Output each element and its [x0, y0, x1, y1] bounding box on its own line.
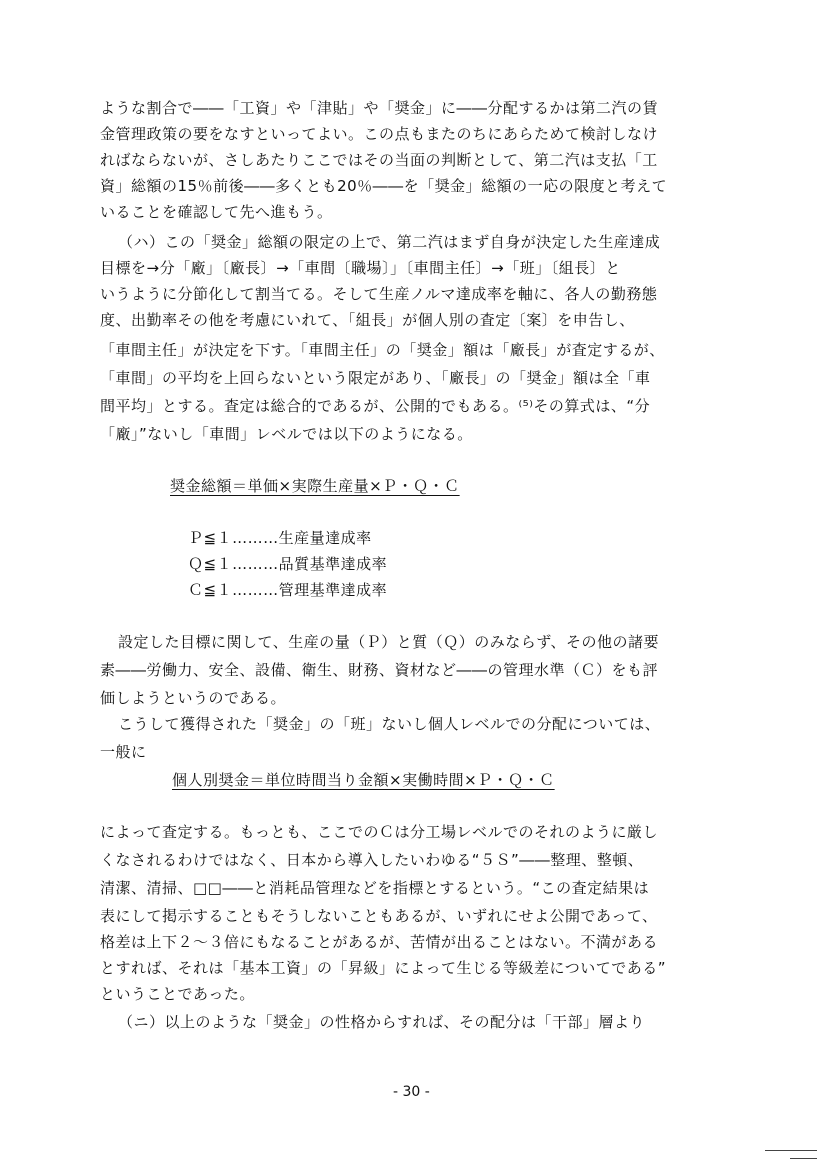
text-line: こうして獲得された「奨金」の「班」ないし個人レベルでの分配については、	[118, 715, 661, 733]
text-line: ような割合で――「工資」や「津貼」や「奨金」に――分配するかは第二汽の賃	[100, 99, 659, 117]
text-line: 格差は上下２～３倍にもなることがあるが、苦情が出ることはない。不満がある	[100, 933, 659, 951]
condition-q: Ｑ≦１………品質基準達成率	[188, 555, 388, 573]
text-line: ればならないが、さしあたりここではその当面の判断として、第二汽は支払「工	[100, 151, 658, 169]
text-line: いることを確認して先へ進もう。	[100, 203, 333, 221]
text-line: （ニ）以上のような「奨金」の性格からすれば、その配分は「干部」層より	[118, 1013, 646, 1031]
text-line: くなされるわけではなく、日本から導入したいわゆる“５Ｓ”――整理、整頓、	[100, 851, 644, 869]
page-number: - 30 -	[393, 1084, 430, 1100]
text-line: 清潔、清掃、□□――と消耗品管理などを指標とするという。“この査定結果は	[100, 879, 650, 897]
bonus-total-formula: 奨金総額＝単価×実際生産量×Ｐ・Ｑ・Ｃ	[170, 477, 460, 495]
scan-artifact-line	[790, 1158, 817, 1159]
text-line: ということであった。	[100, 985, 255, 1003]
text-line: 設定した目標に関して、生産の量（Ｐ）と質（Ｑ）のみならず、その他の諸要	[118, 633, 660, 651]
text-line: 間平均」とする。査定は総合的であるが、公開的でもある。⁽⁵⁾その算式は、“分	[100, 397, 651, 415]
condition-p: Ｐ≦１………生産量達成率	[188, 529, 372, 547]
text-line: 一般に	[100, 743, 147, 761]
text-line: いうように分節化して割当てる。そして生産ノルマ達成率を軸に、各人の勤務態	[100, 285, 658, 303]
text-line: 表にして掲示することもそうしないこともあるが、いずれにせよ公開であって、	[100, 907, 658, 925]
text-line: 価しようというのである。	[100, 689, 287, 707]
individual-bonus-formula: 個人別奨金＝単位時間当り金額×実働時間×Ｐ・Ｑ・Ｃ	[172, 771, 555, 789]
text-line: とすれば、それは「基本工資」の「昇級」によって生じる等級差についてである”	[100, 959, 666, 977]
text-line: 素――労働力、安全、設備、衛生、財務、資材など――の管理水準（Ｃ）をも評	[100, 661, 659, 679]
text-line: 「廠」”ないし「車間」レベルでは以下のようになる。	[100, 425, 473, 443]
text-line: によって査定する。もっとも、ここでのＣは分工場レベルでのそれのように厳し	[100, 823, 659, 841]
text-line: 目標を→分「廠」〔廠長〕→「車間〔職場〕」〔車間主任〕→「班」〔組長〕と	[100, 259, 621, 277]
text-line: 度、出勤率その他を考慮にいれて、「組長」が個人別の査定〔案〕を申告し、	[100, 311, 635, 329]
text-line: 資」総額の15％前後――多くとも20％――を「奨金」総額の一応の限度と考えて	[100, 177, 668, 195]
condition-c: Ｃ≦１………管理基準達成率	[188, 581, 388, 599]
scan-artifact-line	[765, 1150, 817, 1151]
text-line: 金管理政策の要をなすといってよい。この点もまたのちにあらためて検討しなけ	[100, 125, 659, 143]
text-line: 「車間主任」が決定を下す。「車間主任」の「奨金」額は「廠長」が査定するが、	[100, 341, 665, 359]
text-line: 「車間」の平均を上回らないという限定があり、「廠長」の「奨金」額は全「車	[100, 369, 651, 387]
text-line: （ハ）この「奨金」総額の限定の上で、第二汽はまず自身が決定した生産達成	[118, 233, 661, 251]
